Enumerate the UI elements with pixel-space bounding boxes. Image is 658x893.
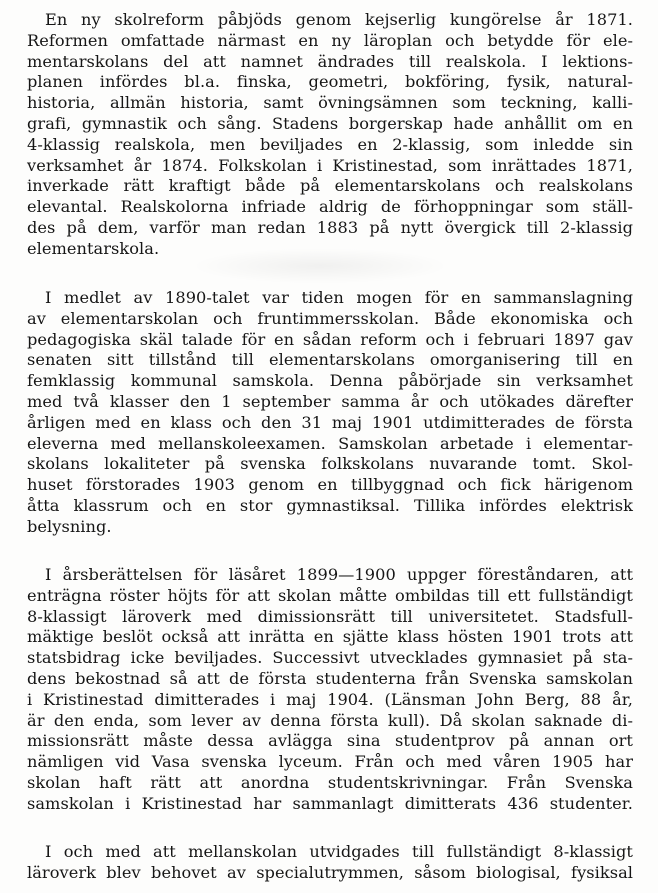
text-line: 4-klassig realskola, men beviljades en 2-klassig, som inledde sin — [27, 134, 633, 154]
text-line: åtta klassrum och en stor gymnastiksal. Tillika infördes elektrisk — [27, 495, 633, 515]
text-line: inverkade rätt kraftigt både på elementarskolans och realskolans — [27, 176, 633, 196]
text-line: samskolan i Kristinestad har sammanlagt dimitterats 436 studenter. — [27, 793, 633, 813]
text-line: pedagogiska skäl talade för en sådan reform och i februari 1897 gav — [27, 329, 633, 349]
text-line: av elementarskolan och fruntimmersskolan. Både ekonomiska och — [27, 308, 633, 328]
text-line: enträgna röster höjts för att skolan måtte ombildas till ett fullständigt — [27, 585, 633, 605]
text-line: 8-klassigt läroverk med dimissionsrätt till universitetet. Stadsfull- — [27, 606, 633, 626]
text-line: elevantal. Realskolorna infriade aldrig de förhoppningar som ställ- — [27, 197, 633, 217]
text-line: I och med att mellanskolan utvidgades till fullständigt 8-klassigt — [45, 842, 633, 861]
text-line: elementarskola. — [27, 238, 160, 258]
text-line: mentarskolans del att namnet ändrades till realskola. I lektions- — [27, 51, 633, 71]
text-line: nämligen vid Vasa svenska lyceum. Från och med våren 1905 har — [27, 752, 633, 772]
text-line: grafi, gymnastik och sång. Stadens borgerskap hade anhållit om en — [27, 113, 633, 133]
text-line: eleverna med mellanskoleexamen. Samskolan arbetade i elementar- — [27, 433, 633, 453]
text-line: verksamhet år 1874. Folkskolan i Kristinestad, som inrättades 1871, — [27, 155, 633, 175]
text-line: I årsberättelsen för läsåret 1899—1900 uppger föreståndaren, att — [45, 565, 633, 584]
text-line: femklassig kommunal samskola. Denna påbörjade sin verksamhet — [27, 371, 633, 391]
text-line: är den enda, som lever av denna första kull). Då skolan saknade di- — [27, 710, 633, 730]
text-line: missionsrätt måste dessa avlägga sina studentprov på annan ort — [27, 731, 633, 751]
paragraph-3 — [27, 565, 633, 815]
text-line: belysning. — [27, 516, 112, 536]
text-line: i Kristinestad dimitterades i maj 1904. (Länsman John Berg, 88 år, — [27, 689, 633, 709]
text-line: statsbidrag icke beviljades. Successivt utvecklades gymnasiet på sta- — [27, 648, 633, 668]
text-line: huset förstorades 1903 genom en tillbyggnad och fick härigenom — [27, 475, 633, 495]
text-line: historia, allmän historia, samt övningsämnen som teckning, kalli- — [27, 93, 633, 113]
paragraph-1 — [27, 10, 633, 260]
text-line: dens bekostnad så att de första studenterna från Svenska samskolan — [27, 668, 633, 688]
paragraph-4 — [27, 842, 633, 884]
text-line: I medlet av 1890-talet var tiden mogen för en sammanslagning — [45, 288, 633, 307]
text-line: skolan haft rätt att anordna studentskrivningar. Från Svenska — [27, 772, 633, 792]
text-line: En ny skolreform påbjöds genom kejserlig kungörelse år 1871. — [45, 10, 633, 29]
text-line: årligen med en klass och den 31 maj 1901 utdimitterades de första — [27, 412, 633, 432]
text-line: läroverk blev behovet av specialutrymmen, såsom biologisal, fysiksal — [27, 862, 633, 882]
text-line: planen infördes bl.a. finska, geometri, bokföring, fysik, natural- — [27, 72, 633, 92]
text-line: senaten sitt tillstånd till elementarskolans omorganisering till en — [27, 350, 633, 370]
text-line: Reformen omfattade närmast en ny läroplan och betydde för ele- — [27, 30, 633, 50]
paragraph-2 — [27, 288, 633, 538]
text-line: med två klasser den 1 september samma år och utökades därefter — [27, 391, 633, 411]
text-line: skolans lokaliteter på svenska folkskolans nuvarande tomt. Skol- — [27, 454, 633, 474]
text-line: mäktige beslöt också att inrätta en sjätte klass hösten 1901 trots att — [27, 627, 633, 647]
text-line: des på dem, varför man redan 1883 på nytt övergick till 2-klassig — [27, 217, 633, 237]
